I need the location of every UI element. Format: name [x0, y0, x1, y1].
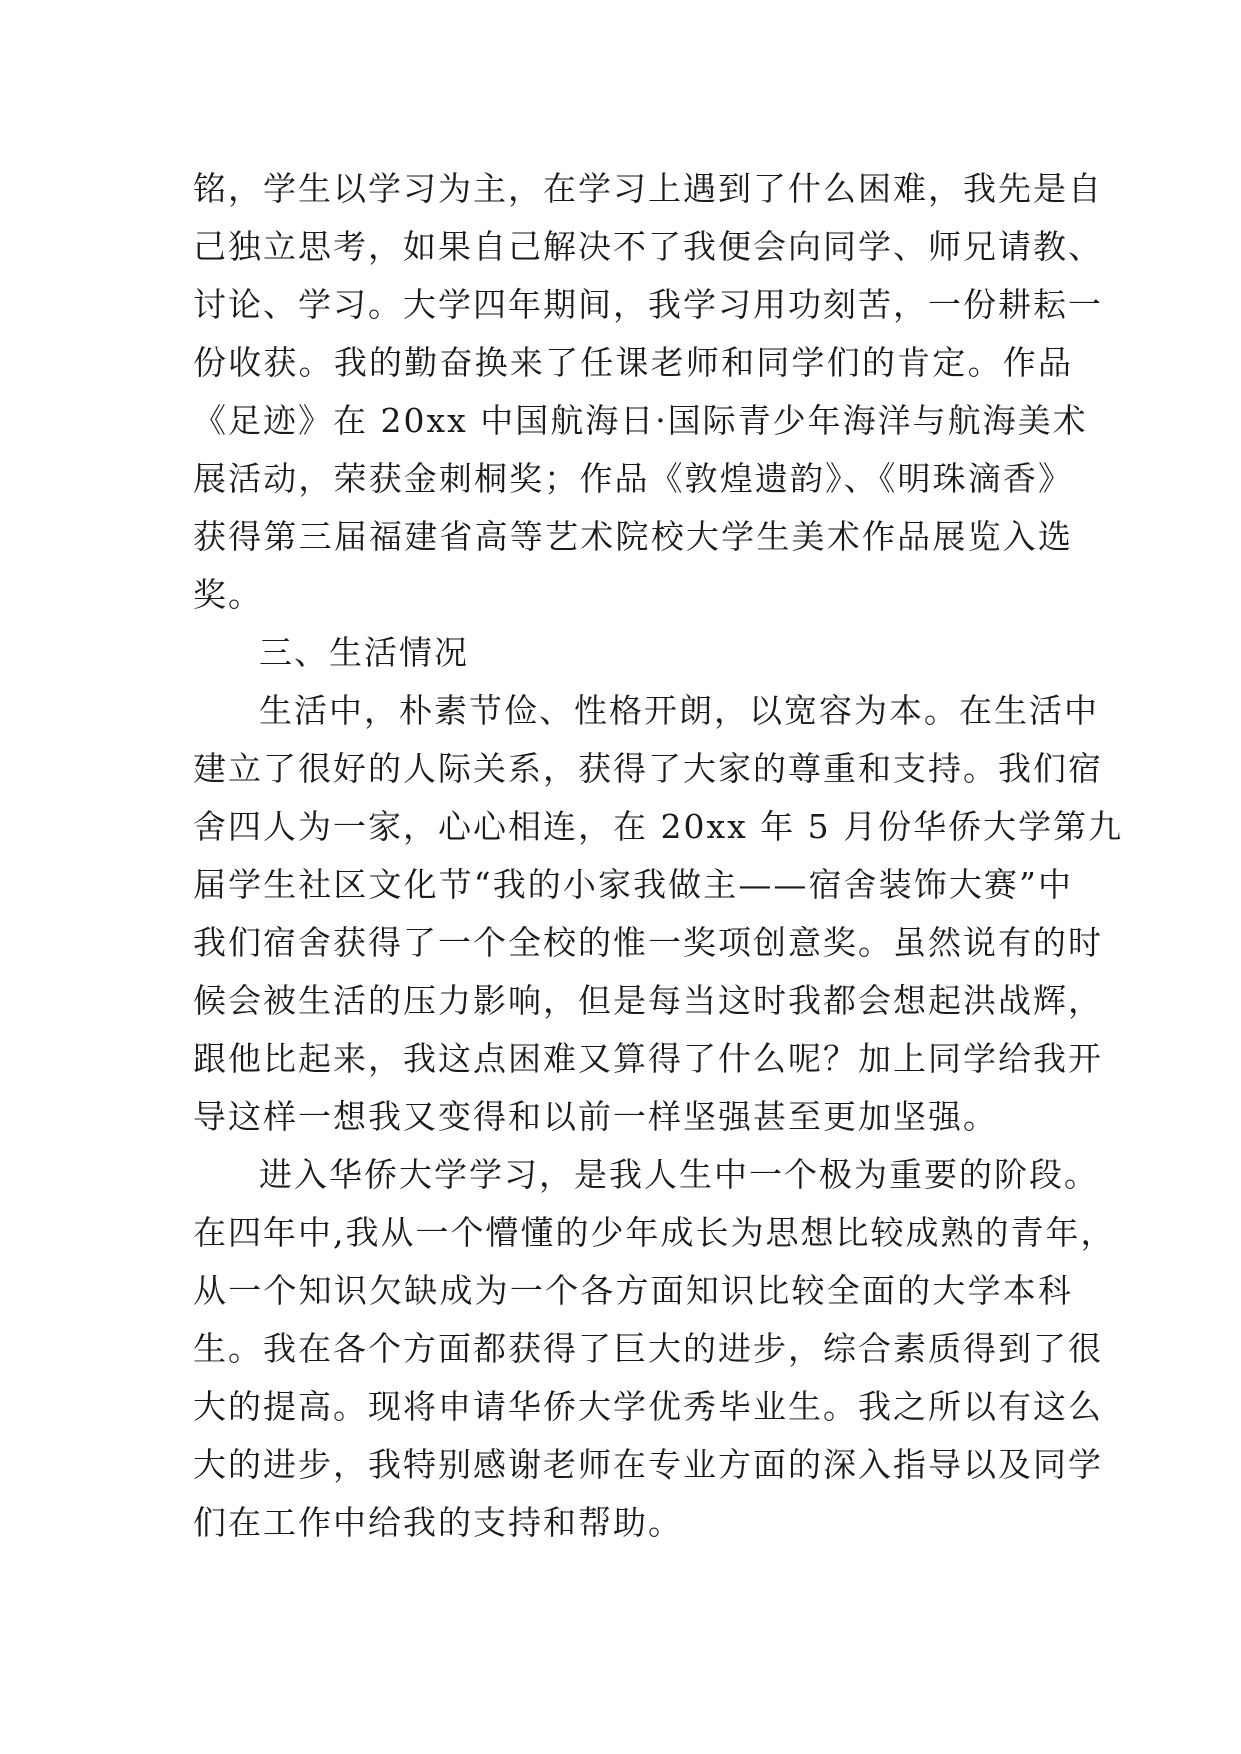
- text-line: 奖。: [193, 575, 263, 614]
- text-line: 己独立思考，如果自己解决不了我便会向同学、师兄请教、: [193, 227, 1103, 266]
- text-line: 候会被生活的压力影响，但是每当这时我都会想起洪战辉，: [193, 981, 1103, 1020]
- text-line: 导这样一想我又变得和以前一样坚强甚至更加坚强。: [193, 1097, 998, 1136]
- text-line: 跟他比起来，我这点困难又算得了什么呢？加上同学给我开: [193, 1039, 1103, 1078]
- text-line: 份收获。我的勤奋换来了任课老师和同学们的肯定。作品: [193, 343, 1073, 382]
- text-line: 我们宿舍获得了一个全校的惟一奖项创意奖。虽然说有的时: [193, 923, 1103, 962]
- text-line: 舍四人为一家，心心相连，在 20xx 年 5 月份华侨大学第九: [193, 807, 1124, 846]
- text-line: 从一个知识欠缺成为一个各方面知识比较全面的大学本科: [193, 1271, 1073, 1310]
- text-line: 在四年中,我从一个懵懂的少年成长为思想比较成熟的青年，: [193, 1213, 1116, 1252]
- text-line: 铭，学生以学习为主，在学习上遇到了什么困难，我先是自: [193, 169, 1103, 208]
- text-line: 获得第三届福建省高等艺术院校大学生美术作品展览入选: [193, 517, 1073, 556]
- document-body: [193, 160, 1124, 1552]
- text-line: 大的进步，我特别感谢老师在专业方面的深入指导以及同学: [193, 1445, 1103, 1484]
- text-line: 《足迹》在 20xx 中国航海日·国际青少年海洋与航海美术: [193, 401, 1088, 440]
- section-heading: 三、生活情况: [259, 633, 469, 672]
- text-line: 生。我在各个方面都获得了巨大的进步，综合素质得到了很: [193, 1329, 1103, 1368]
- text-line: 届学生社区文化节“我的小家我做主——宿舍装饰大赛”中: [193, 865, 1073, 904]
- text-line: 进入华侨大学学习，是我人生中一个极为重要的阶段。: [259, 1155, 1099, 1194]
- text-line: 生活中，朴素节俭、性格开朗，以宽容为本。在生活中: [259, 691, 1099, 730]
- text-line: 大的提高。现将申请华侨大学优秀毕业生。我之所以有这么: [193, 1387, 1103, 1426]
- text-line: 们在工作中给我的支持和帮助。: [193, 1503, 683, 1542]
- text-line: 讨论、学习。大学四年期间，我学习用功刻苦，一份耕耘一: [193, 285, 1103, 324]
- text-line: 建立了很好的人际关系，获得了大家的尊重和支持。我们宿: [193, 749, 1103, 788]
- text-line: 展活动，荣获金刺桐奖；作品《敦煌遗韵》、《明珠滴香》: [193, 459, 1073, 498]
